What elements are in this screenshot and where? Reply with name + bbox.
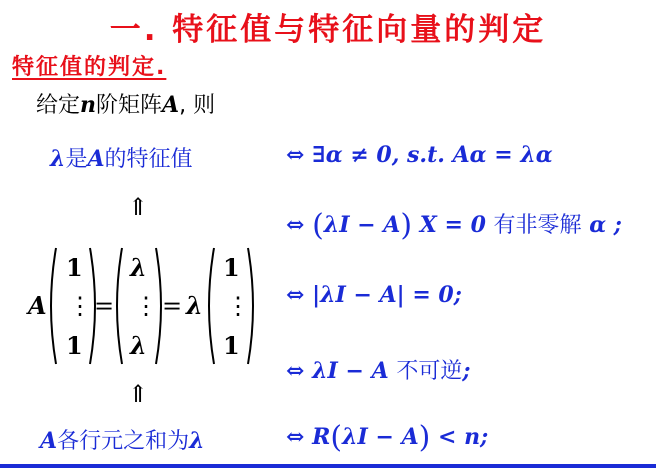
equals-1: = xyxy=(94,292,115,320)
paren-close: ) xyxy=(400,208,413,243)
condition-5-inner: λI − A xyxy=(342,424,419,450)
lambda-symbol: λ xyxy=(50,146,66,172)
condition-5 xyxy=(286,420,488,455)
condition-2-tail: α ; xyxy=(581,212,622,238)
vec3-bottom: 1 xyxy=(223,331,240,360)
bottom-rule xyxy=(0,464,656,468)
condition-2-after: X = 0 xyxy=(412,212,494,238)
condition-4-text: λI − A xyxy=(312,358,397,384)
row-sum-text: 各行元之和为 xyxy=(57,429,190,454)
condition-4-cjk: 不可逆 xyxy=(396,359,463,384)
iff-symbol: ⇔ xyxy=(286,358,305,384)
eigenvalue-statement xyxy=(50,142,193,173)
is-text: 是 xyxy=(65,147,88,172)
condition-2-inner: λI − A xyxy=(323,212,401,238)
vec1-mid: ⋮ xyxy=(68,292,92,320)
condition-4 xyxy=(286,354,470,385)
condition-1-text: ∃α ≠ 0, s.t. Aα = λα xyxy=(312,142,553,168)
paren-open: ( xyxy=(330,420,343,455)
iff-symbol: ⇔ xyxy=(286,212,305,238)
vec2-bottom: λ xyxy=(130,331,147,360)
given-prefix: 给定 xyxy=(36,93,81,118)
eigenvalue-text: 的特征值 xyxy=(104,147,193,172)
given-statement xyxy=(36,88,215,119)
vec3-mid: ⋮ xyxy=(226,292,250,320)
matrix-A: A xyxy=(87,146,105,172)
lambda-scalar: λ xyxy=(186,291,203,320)
given-middle: 阶矩阵 xyxy=(96,93,163,118)
matrix-equation-A: A xyxy=(28,291,47,320)
condition-5-after: < n; xyxy=(430,424,489,450)
vec2-mid: ⋮ xyxy=(134,292,158,320)
condition-2-cjk: 有非零解 xyxy=(493,213,582,238)
page-title: 一. 特征值与特征向量的判定 xyxy=(109,12,547,48)
implies-up-arrow-bottom: ⇑ xyxy=(128,380,149,408)
given-suffix: , 则 xyxy=(179,93,216,118)
condition-4-tail: ; xyxy=(462,358,471,384)
condition-2 xyxy=(286,208,622,243)
iff-symbol: ⇔ xyxy=(286,424,305,450)
row-sum-A: A xyxy=(40,428,58,454)
matrix-equation xyxy=(26,242,266,370)
row-sum-statement xyxy=(40,424,205,455)
vec1-bottom: 1 xyxy=(66,331,83,360)
condition-1 xyxy=(286,142,553,168)
equals-2: = xyxy=(162,292,183,320)
condition-5-pre: R xyxy=(312,424,331,450)
given-A: A xyxy=(162,92,180,118)
iff-symbol: ⇔ xyxy=(286,142,305,168)
vec2-top: λ xyxy=(130,253,147,282)
section-subtitle: 特征值的判定. xyxy=(12,55,167,80)
row-sum-lambda: λ xyxy=(189,428,205,454)
paren-close: ) xyxy=(418,420,431,455)
vec3-top: 1 xyxy=(223,253,240,282)
paren-open: ( xyxy=(312,208,324,243)
condition-3 xyxy=(286,282,462,308)
implies-up-arrow-top: ⇑ xyxy=(128,193,149,221)
iff-symbol: ⇔ xyxy=(286,282,305,308)
vec1-top: 1 xyxy=(66,253,83,282)
condition-3-text: |λI − A| = 0; xyxy=(312,282,462,308)
given-n: n xyxy=(80,92,97,118)
